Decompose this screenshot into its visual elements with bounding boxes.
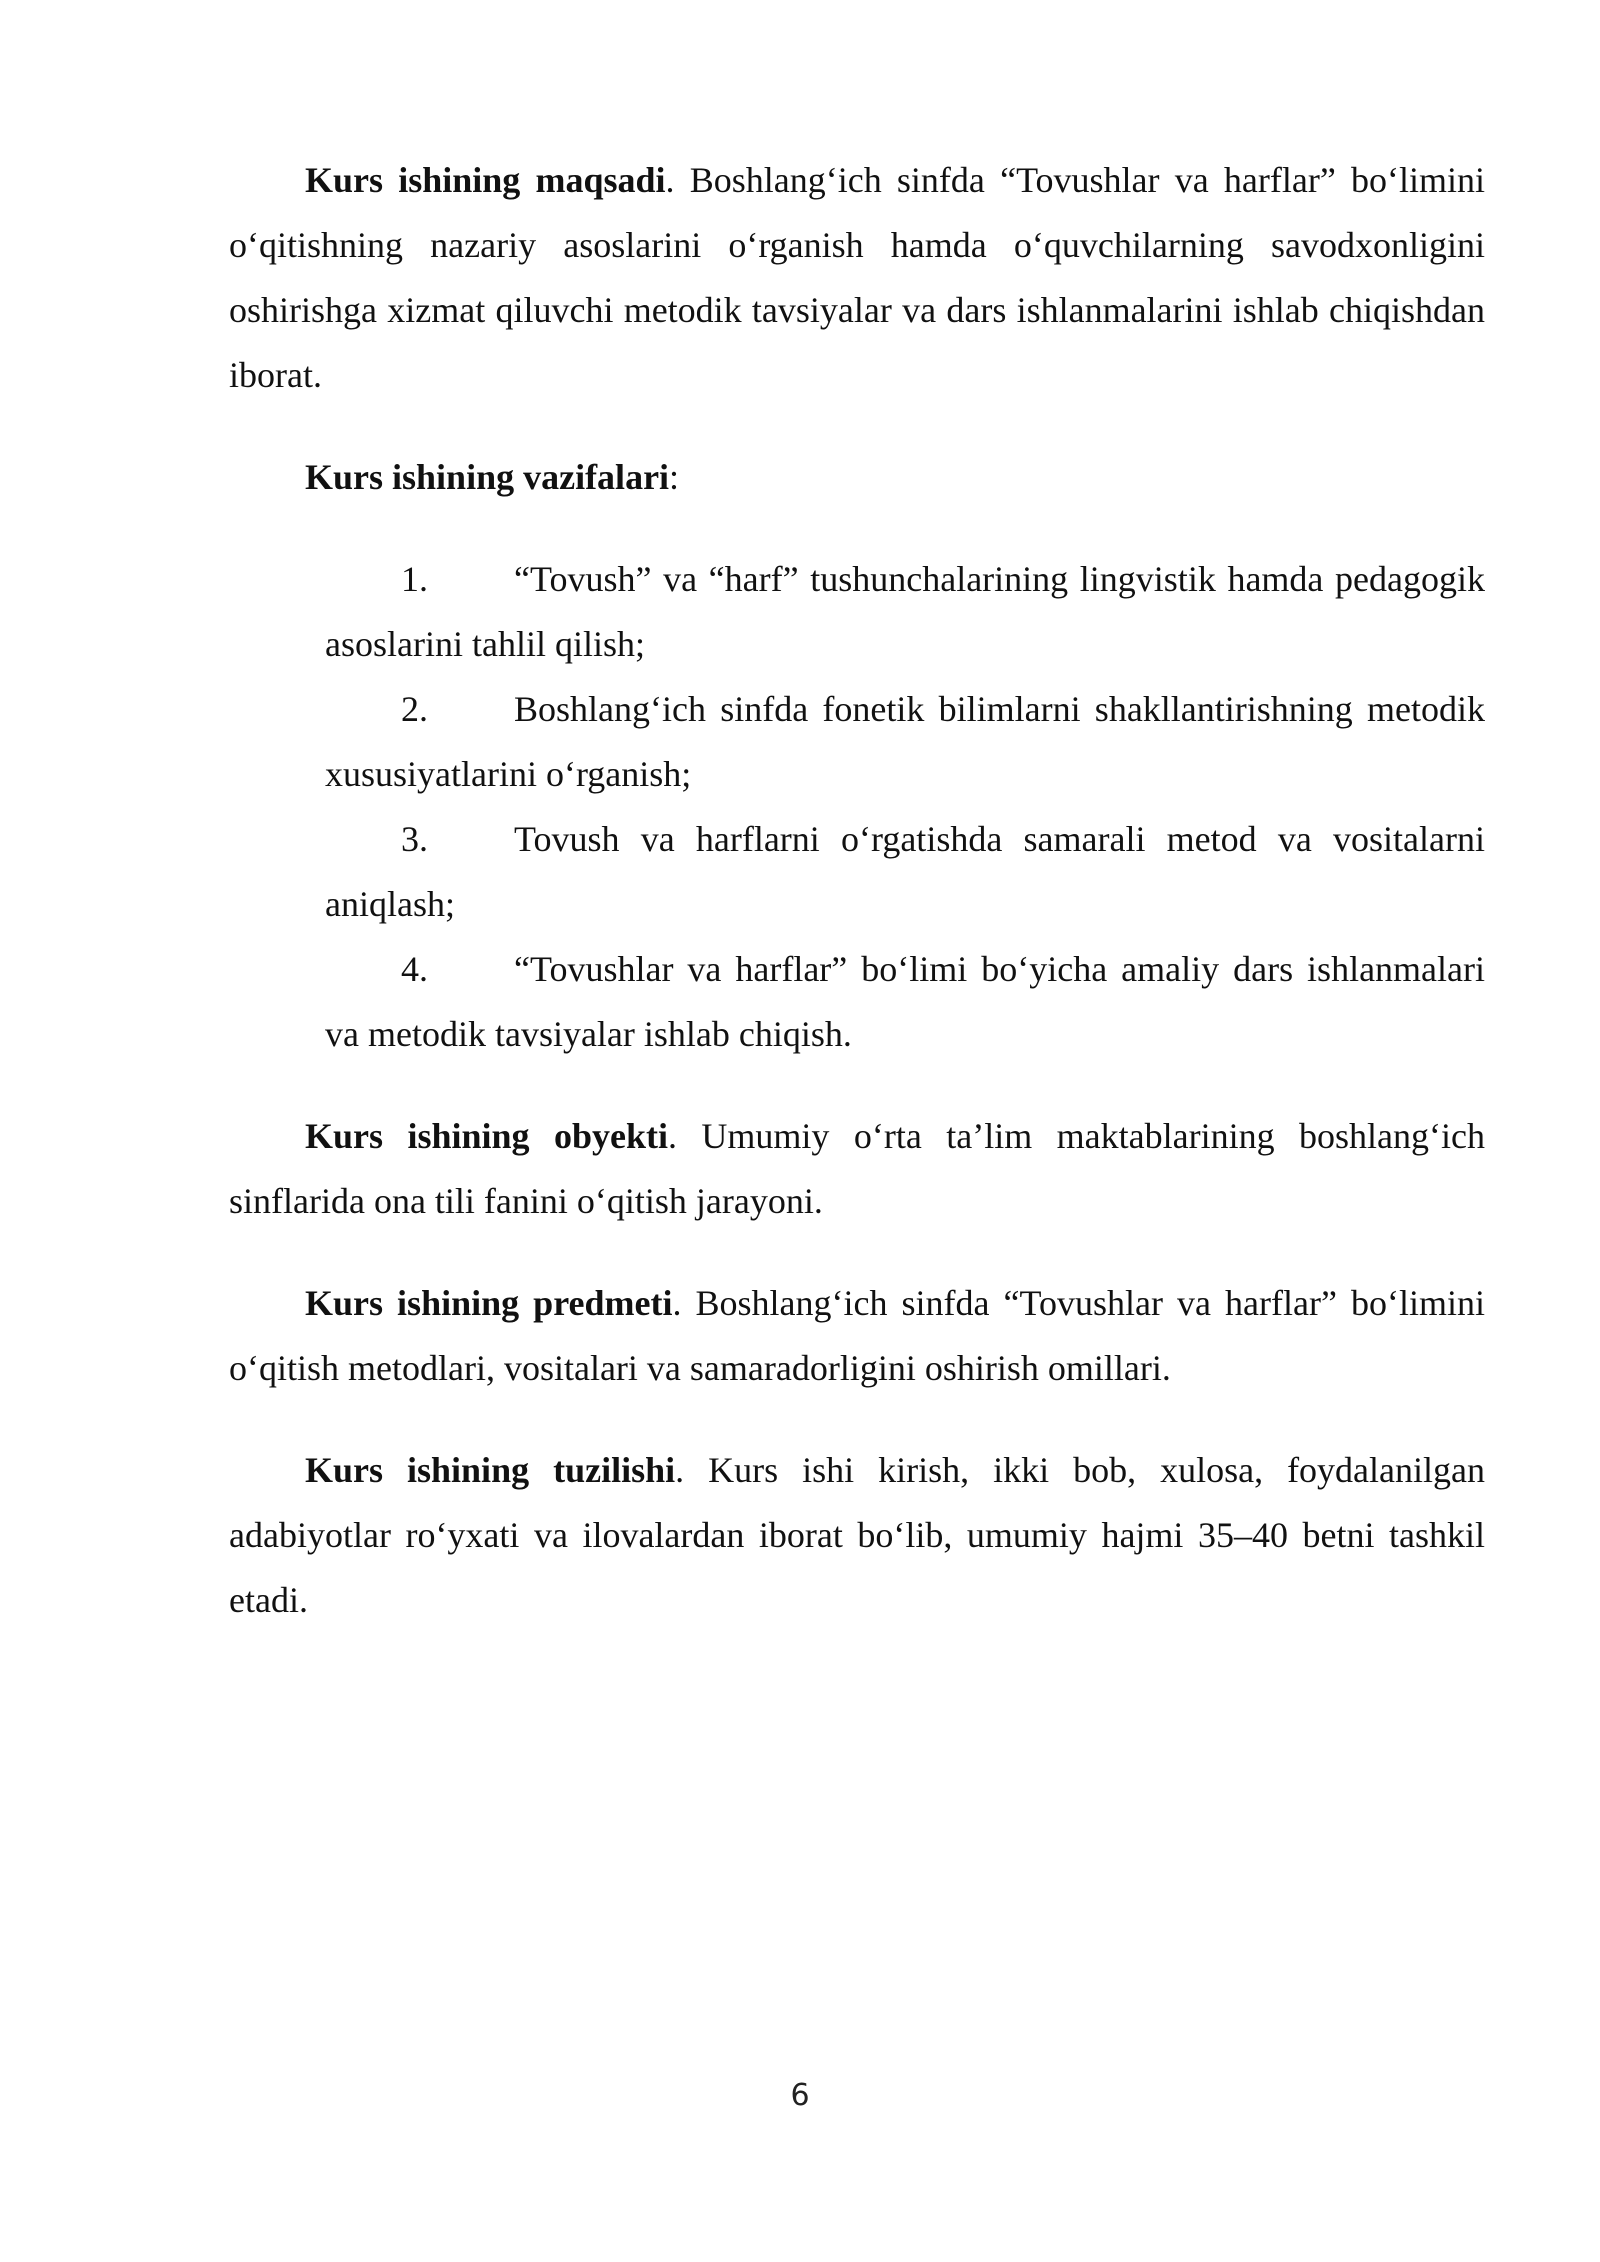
object-paragraph bbox=[229, 1104, 1485, 1234]
purpose-text: Boshlang‘ich sinfda “Tovushlar va harflar” bo‘limini o‘qitishning nazariy asoslarini o‘rganish hamda o‘quvchilarning savodxonligini oshirishga xizmat qiluvchi metodik tavsiyalar va dars ishlanmalarini ishlab chiqishdan iborat. bbox=[229, 160, 1486, 395]
list-item-number: 4. bbox=[401, 949, 428, 989]
subject-paragraph bbox=[229, 1271, 1485, 1401]
structure-paragraph bbox=[229, 1438, 1485, 1633]
list-item-number: 1. bbox=[401, 559, 428, 599]
structure-text: Kurs ishi kirish, ikki bob, xulosa, foydalanilgan adabiyotlar ro‘yxati va ilovalardan iborat bo‘lib, umumiy hajmi 35–40 betni tashkil etadi. bbox=[229, 1450, 1485, 1620]
list-item bbox=[325, 937, 1485, 1067]
object-text: Umumiy o‘rta ta’lim maktablarining boshlang‘ich sinflarida ona tili fanini o‘qitish jarayoni. bbox=[229, 1116, 1485, 1221]
tasks-list bbox=[325, 547, 1485, 1067]
list-item-number: 3. bbox=[401, 819, 428, 859]
page-content bbox=[229, 148, 1485, 1633]
tasks-heading bbox=[229, 445, 1485, 510]
structure-label: Kurs ishining tuzilishi bbox=[305, 1450, 676, 1490]
purpose-label: Kurs ishining maqsadi bbox=[305, 160, 666, 200]
list-item-text: Tovush va harflarni o‘rgatishda samarali metod va vositalarni aniqlash; bbox=[325, 819, 1485, 924]
subject-label: Kurs ishining predmeti bbox=[305, 1283, 673, 1323]
list-item-text: “Tovushlar va harflar” bo‘limi bo‘yicha amaliy dars ishlanmalari va metodik tavsiyalar ishlab chiqish. bbox=[325, 949, 1485, 1054]
tasks-label: Kurs ishining vazifalari bbox=[305, 457, 670, 497]
subject-text: Boshlang‘ich sinfda “Tovushlar va harflar” bo‘limini o‘qitish metodlari, vositalari va samaradorligini oshirish omillari. bbox=[229, 1283, 1485, 1388]
object-label: Kurs ishining obyekti bbox=[305, 1116, 668, 1156]
list-item bbox=[325, 547, 1485, 677]
structure-separator: . bbox=[675, 1450, 685, 1490]
list-item-text: “Tovush” va “harf” tushunchalarining lingvistik hamda pedagogik asoslarini tahlil qilish; bbox=[325, 559, 1485, 664]
subject-separator: . bbox=[672, 1283, 682, 1323]
page-number: 6 bbox=[790, 2078, 810, 2113]
list-item-number: 2. bbox=[401, 689, 428, 729]
tasks-separator: : bbox=[669, 457, 680, 497]
list-item-text: Boshlang‘ich sinfda fonetik bilimlarni shakllantirishning metodik xususiyatlarini o‘rganish; bbox=[325, 689, 1485, 794]
purpose-paragraph bbox=[229, 148, 1485, 408]
list-item bbox=[325, 677, 1485, 807]
purpose-separator: . bbox=[665, 160, 675, 200]
object-separator: . bbox=[667, 1116, 677, 1156]
list-item bbox=[325, 807, 1485, 937]
